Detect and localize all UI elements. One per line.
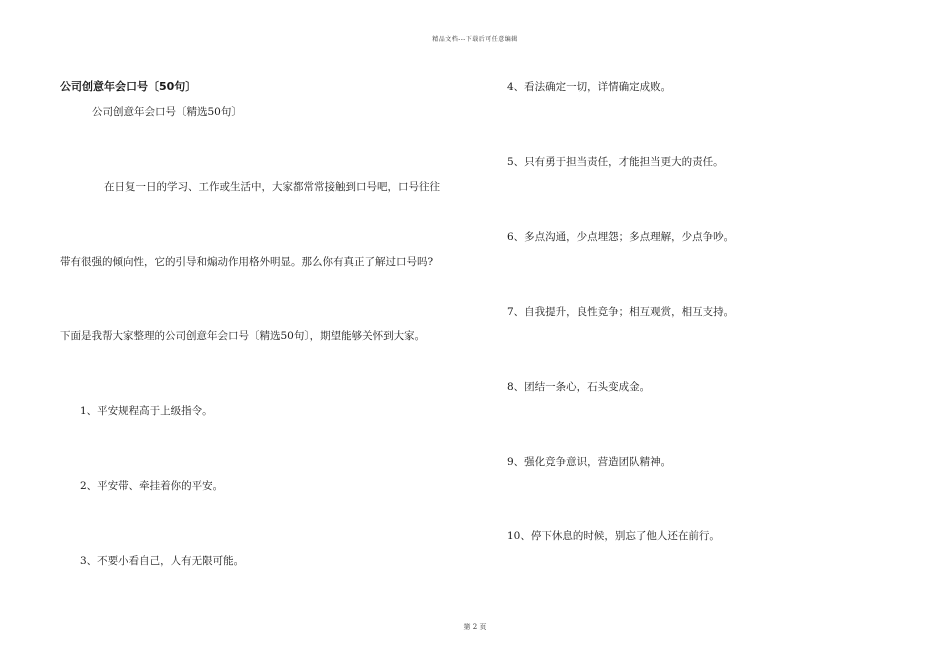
slogan-item: 9、强化竞争意识，营造团队精神。 [507,456,672,468]
slogan-item: 5、只有勇于担当责任，才能担当更大的责任。 [507,156,724,168]
document-subtitle: 公司创意年会口号〔精选50句〕 [92,106,242,118]
page-header: 精品文档---下载后可任意编辑 [432,36,518,43]
intro-paragraph-line: 下面是我帮大家整理的公司创意年会口号〔精选50句〕，期望能够关怀到大家。 [60,330,426,342]
intro-paragraph-line: 在日复一日的学习、工作或生活中，大家都常常接触到口号吧，口号往往 [104,181,440,193]
page-number: 第 2 页 [463,623,487,631]
slogan-item: 8、团结一条心，石头变成金。 [507,381,651,393]
slogan-item: 3、不要小看自己，人有无限可能。 [80,555,245,567]
slogan-item: 4、看法确定一切，详情确定成败。 [507,81,672,93]
intro-paragraph-line: 带有很强的倾向性，它的引导和煽动作用格外明显。那么你有真正了解过口号吗? [60,256,434,268]
document-title: 公司创意年会口号〔50句〕 [60,80,197,93]
slogan-item: 2、平安带、牵挂着你的平安。 [80,480,224,492]
slogan-item: 10、停下休息的时候，别忘了他人还在前行。 [507,530,720,542]
slogan-item: 7、自我提升，良性竞争；相互观赏，相互支持。 [507,306,735,318]
slogan-item: 1、平安规程高于上级指令。 [80,405,213,417]
slogan-item: 6、多点沟通，少点埋怨；多点理解，少点争吵。 [507,231,735,243]
